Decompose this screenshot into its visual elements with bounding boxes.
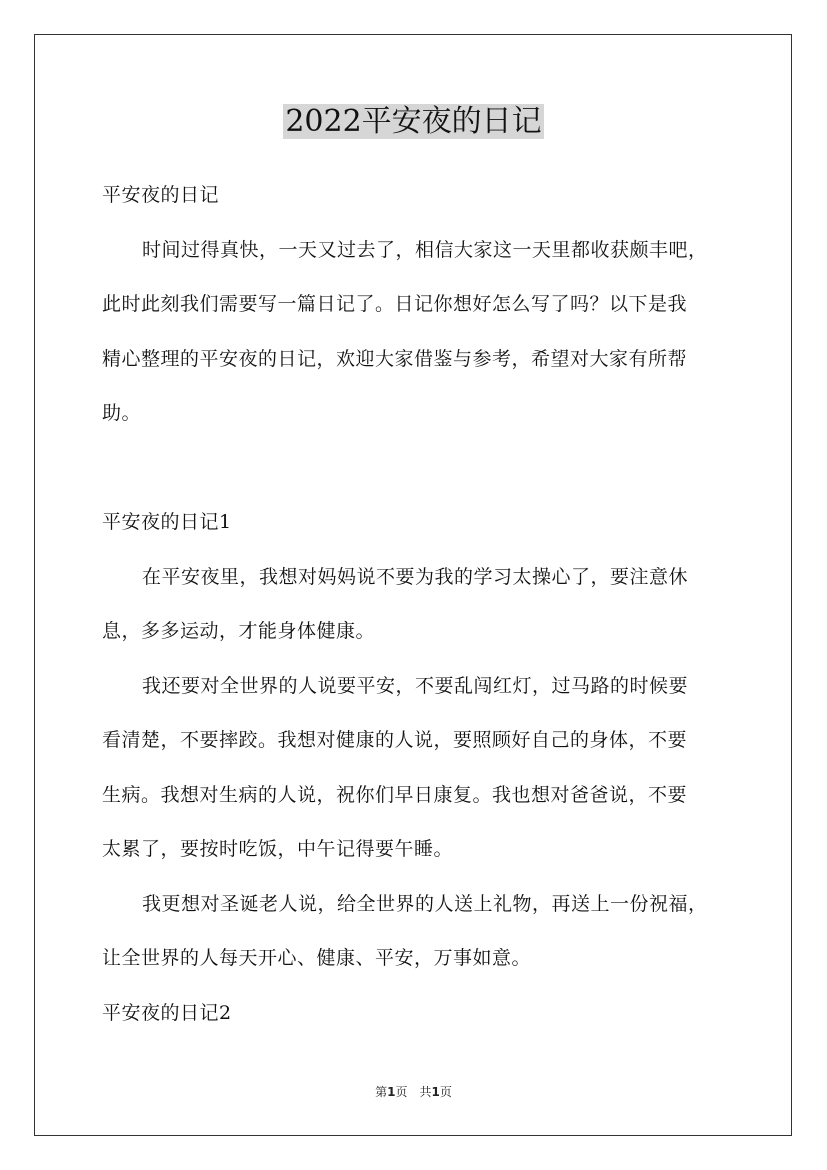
footer-mid: 页 共 (395, 1085, 432, 1099)
document-title-text: 2022平安夜的日记 (285, 104, 542, 139)
page-footer (0, 1082, 827, 1102)
paragraph-line: 助。 (102, 402, 142, 424)
document-body (102, 168, 732, 1040)
paragraph-line: 看清楚，不要摔跤。我想对健康的人说，要照顾好自己的身体，不要 (102, 729, 688, 751)
paragraph-line: 我还要对全世界的人说要平安，不要乱闯红灯，过马路的时候要 (142, 674, 689, 697)
footer-suffix: 页 (439, 1085, 452, 1099)
paragraph-line: 我更想对圣诞老人说，给全世界的人送上礼物，再送上一份祝福， (142, 892, 708, 915)
blank-line (102, 441, 732, 496)
paragraph-line: 在平安夜里，我想对妈妈说不要为我的学习太操心了，要注意休 (142, 565, 689, 588)
section-heading: 平安夜的日记 (102, 184, 220, 206)
footer-page-current: 1 (387, 1085, 396, 1099)
section-heading: 平安夜的日记1 (102, 511, 232, 533)
footer-prefix: 第 (375, 1085, 388, 1099)
paragraph-line: 太累了，要按时吃饭，中午记得要午睡。 (102, 838, 454, 860)
document-title (0, 100, 827, 144)
section-heading: 平安夜的日记2 (102, 1001, 232, 1024)
paragraph-line: 精心整理的平安夜的日记，欢迎大家借鉴与参考，希望对大家有所帮 (102, 347, 688, 370)
paragraph-line: 此时此刻我们需要写一篇日记了。日记你想好怎么写了吗？以下是我 (102, 293, 688, 315)
paragraph-line: 息，多多运动，才能身体健康。 (102, 620, 376, 642)
paragraph-line: 让全世界的人每天开心、健康、平安，万事如意。 (102, 947, 532, 969)
paragraph-line: 时间过得真快，一天又过去了，相信大家这一天里都收获颇丰吧， (142, 238, 708, 261)
paragraph-line: 生病。我想对生病的人说，祝你们早日康复。我也想对爸爸说，不要 (102, 783, 688, 806)
footer-page-total: 1 (431, 1085, 440, 1099)
